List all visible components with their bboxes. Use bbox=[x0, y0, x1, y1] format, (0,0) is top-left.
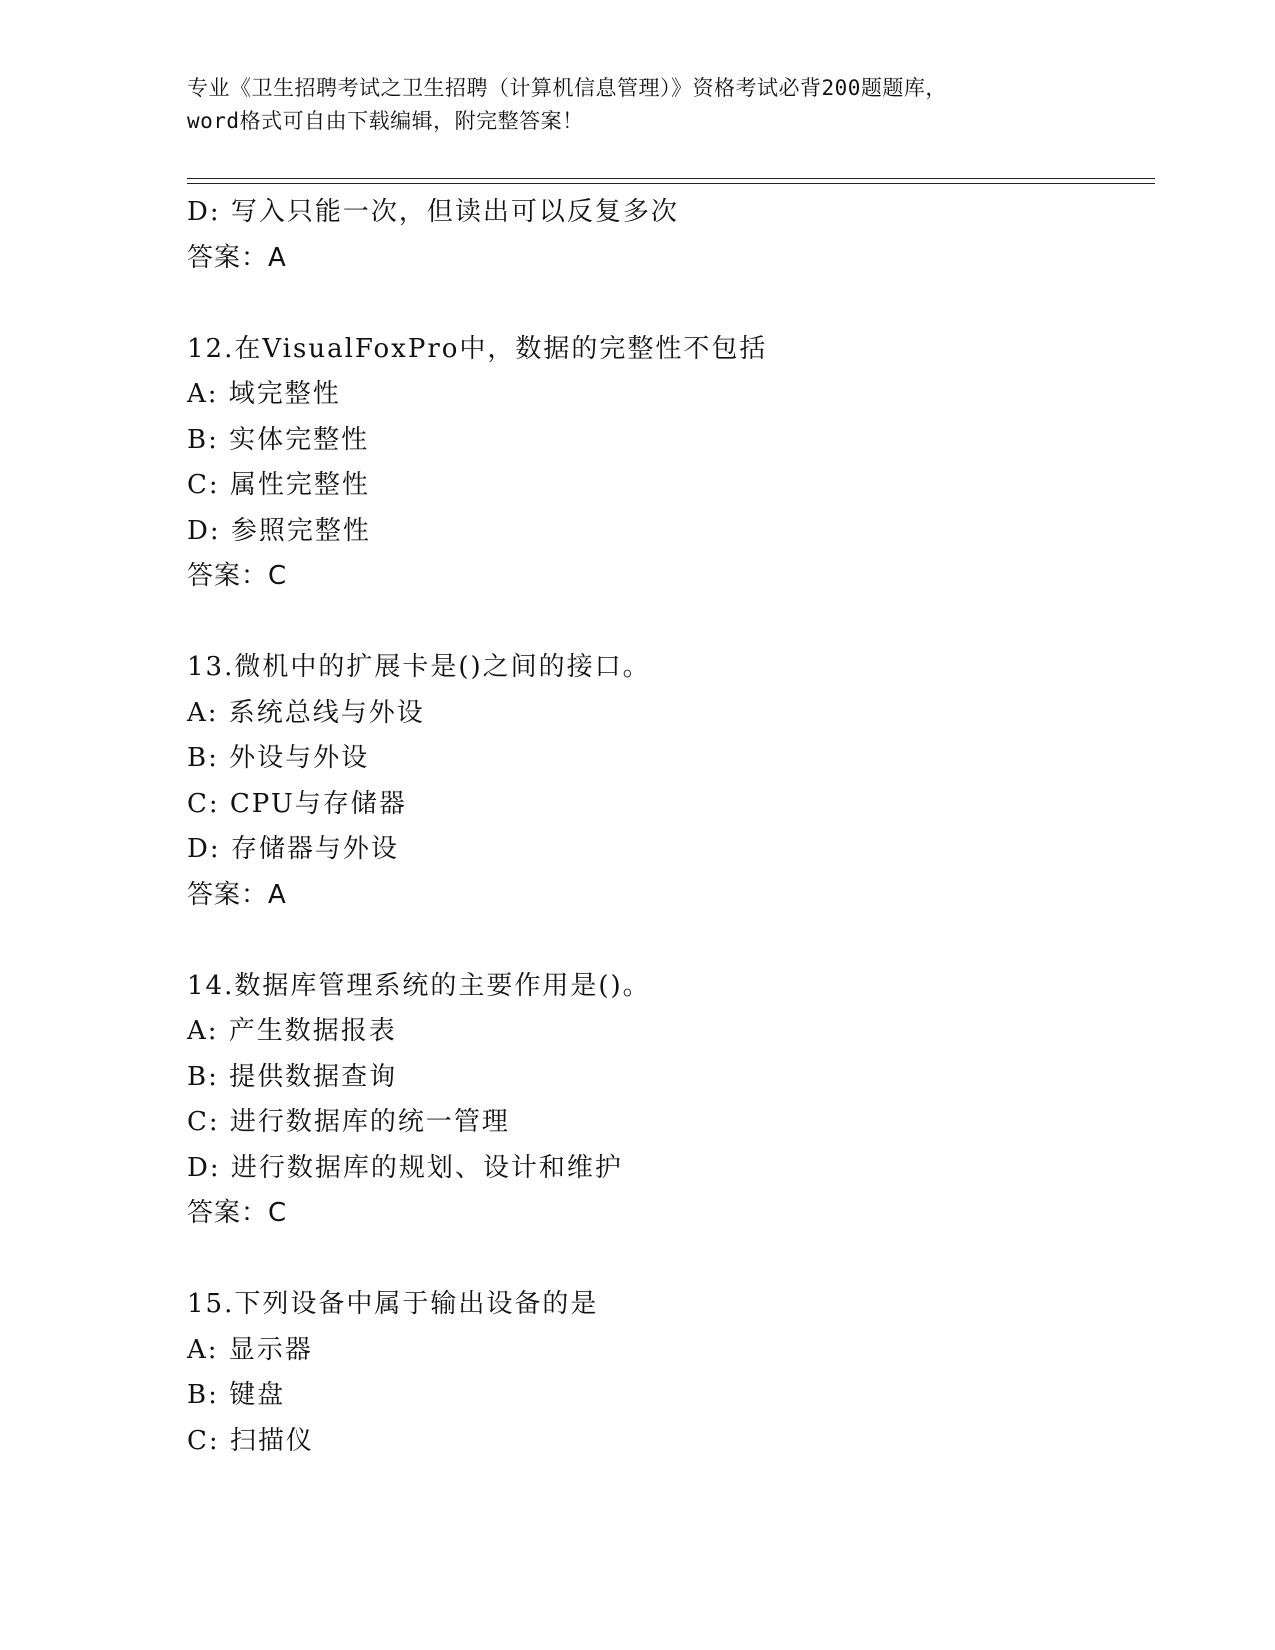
option-b: B: 提供数据查询 bbox=[187, 1061, 398, 1092]
option-d: D: 进行数据库的规划、设计和维护 bbox=[187, 1152, 623, 1183]
spacer bbox=[187, 1237, 1155, 1283]
option-a: A: 系统总线与外设 bbox=[187, 697, 425, 728]
option-d: D: 参照完整性 bbox=[187, 515, 371, 546]
option-d: D: 写入只能一次，但读出可以反复多次 bbox=[187, 197, 679, 227]
option-c: C: CPU与存储器 bbox=[187, 788, 407, 819]
option-b: B: 外设与外设 bbox=[187, 743, 370, 773]
option-a: A: 产生数据报表 bbox=[187, 1016, 397, 1046]
question-block-11-fragment bbox=[187, 190, 1155, 281]
question-text: 15.下列设备中属于输出设备的是 bbox=[187, 1289, 599, 1319]
header-divider-bottom bbox=[187, 183, 1155, 184]
option-c: C: 扫描仪 bbox=[187, 1425, 314, 1456]
answer-line: 答案：C bbox=[187, 561, 288, 591]
question-text: 13.微机中的扩展卡是()之间的接口。 bbox=[187, 652, 651, 682]
spacer bbox=[187, 281, 1155, 327]
spacer bbox=[187, 600, 1155, 646]
question-block-15 bbox=[187, 1282, 1155, 1464]
answer-line: 答案：A bbox=[187, 879, 287, 910]
option-a: A: 域完整性 bbox=[187, 379, 341, 409]
header-divider-top bbox=[187, 178, 1155, 179]
question-list bbox=[187, 190, 1155, 1464]
header-title-line-2: word格式可自由下载编辑，附完整答案！ bbox=[187, 109, 584, 133]
option-c: C: 进行数据库的统一管理 bbox=[187, 1107, 510, 1137]
header-title-line-1: 专业《卫生招聘考试之卫生招聘（计算机信息管理）》资格考试必背200题题库， bbox=[187, 76, 947, 100]
option-c: C: 属性完整性 bbox=[187, 470, 370, 500]
spacer bbox=[187, 918, 1155, 964]
answer-line: 答案：C bbox=[187, 1198, 288, 1228]
answer-line: 答案：A bbox=[187, 242, 287, 273]
option-b: B: 实体完整性 bbox=[187, 424, 370, 455]
question-text: 12.在VisualFoxPro中，数据的完整性不包括 bbox=[187, 333, 768, 364]
question-block-14 bbox=[187, 964, 1155, 1237]
document-header bbox=[187, 72, 1087, 138]
option-b: B: 键盘 bbox=[187, 1380, 286, 1410]
question-block-12 bbox=[187, 327, 1155, 600]
question-text: 14.数据库管理系统的主要作用是()。 bbox=[187, 970, 651, 1001]
option-a: A: 显示器 bbox=[187, 1334, 313, 1365]
question-block-13 bbox=[187, 645, 1155, 918]
option-d: D: 存储器与外设 bbox=[187, 834, 399, 864]
